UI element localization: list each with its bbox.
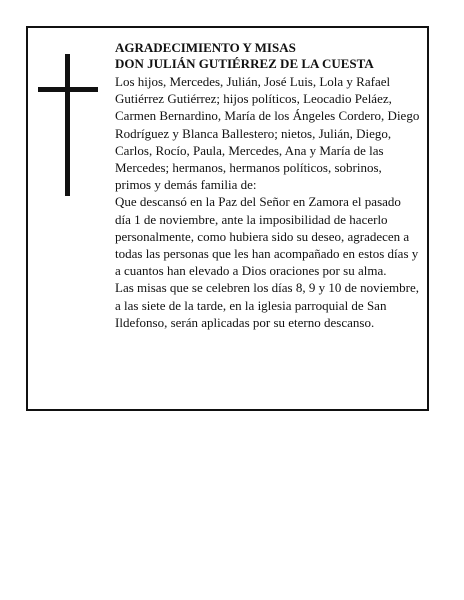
notice-title-line-2: DON JULIÁN GUTIÉRREZ DE LA CUESTA: [115, 56, 374, 71]
cross-icon: [38, 54, 98, 196]
notice-content: [115, 40, 420, 331]
family-paragraph: Los hijos, Mercedes, Julián, José Luis, Lola y Rafael Gutiérrez Gutiérrez; hijos políticos, Leocadio Peláez, Carmen Bernardino, María de los Ángeles Cordero, Diego Rodríguez y Blanca Ballestero; nietos, Julián, Diego, Carlos, Rocío, Paula, Mercedes, Ana y María de las Mercedes; hermanos, hermanos políticos, sobrinos, primos y demás familia de:: [115, 74, 420, 193]
obituary-notice: [26, 26, 429, 411]
gratitude-paragraph: Que descansó en la Paz del Señor en Zamora el pasado día 1 de noviembre, ante la imposibilidad de hacerlo personalmente, como hubiera sido su deseo, agradecen a todas las personas que les han acompañado en estos días y a cuantos han elevado a Dios oraciones por su alma.: [115, 194, 419, 279]
notice-title-line-1: AGRADECIMIENTO Y MISAS: [115, 40, 296, 55]
cross-vertical-bar: [65, 54, 70, 196]
cross-horizontal-bar: [38, 87, 98, 92]
masses-paragraph: Las misas que se celebren los días 8, 9 y 10 de noviembre, a las siete de la tarde, en la iglesia parroquial de San Ildefonso, serán aplicadas por su eterno descanso.: [115, 280, 419, 330]
